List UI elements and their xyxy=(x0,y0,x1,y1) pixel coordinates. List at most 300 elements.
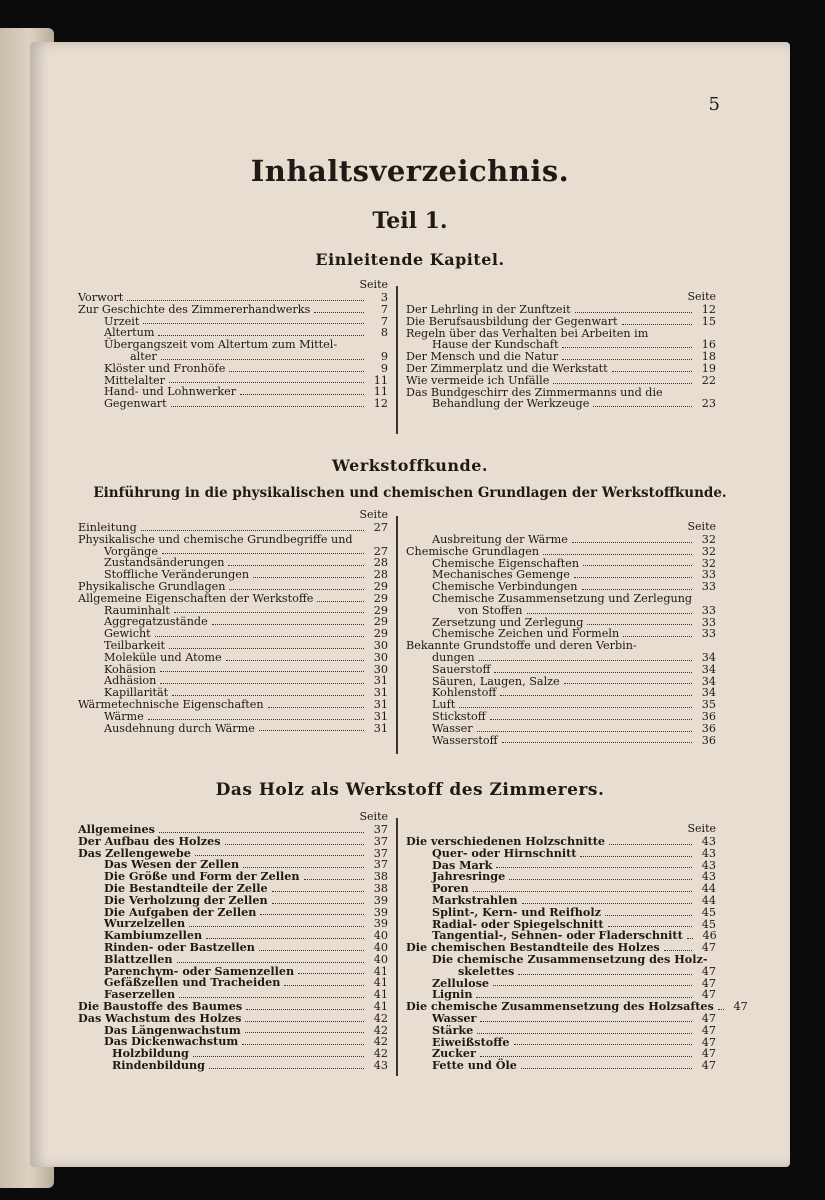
toc-entry-label: von Stoffen xyxy=(458,603,523,617)
toc-page-number: 42 xyxy=(373,1047,388,1061)
leader-dots xyxy=(206,938,364,939)
toc-page-number: 22 xyxy=(701,373,716,387)
leader-dots xyxy=(518,974,692,975)
toc-entry-label: Altertum xyxy=(104,326,155,340)
toc-page-number: 11 xyxy=(373,373,388,387)
toc-entry xyxy=(78,304,388,316)
toc-entry-first-line: Physikalische und chemische Grundbegriffe und xyxy=(78,532,353,546)
toc-entry-label: Blattzellen xyxy=(104,951,173,966)
toc-entry-label: Die Verholzung der Zellen xyxy=(104,892,268,907)
leader-dots xyxy=(521,1068,692,1069)
toc-entry-label: Radial- oder Spiegelschnitt xyxy=(432,916,604,931)
toc-entry-label: alter xyxy=(130,349,157,363)
toc-entry-first-line: Regeln über das Verhalten bei Arbeiten im xyxy=(406,326,649,340)
leader-dots xyxy=(148,719,364,720)
toc-entry-label: Kapillarität xyxy=(104,686,169,700)
toc-entry xyxy=(78,1057,388,1072)
leader-dots xyxy=(477,1033,692,1034)
toc-entry-label: Gegenwart xyxy=(104,397,167,411)
leader-dots xyxy=(527,613,693,614)
toc-entry-label: Das Wachstum des Holzes xyxy=(78,1010,242,1025)
toc-entry-first-line: Die chemische Zusammensetzung des Holz- xyxy=(432,951,708,966)
toc-page-number: 40 xyxy=(373,929,388,943)
leader-dots xyxy=(612,371,692,372)
toc-page-number: 34 xyxy=(701,674,716,688)
leader-dots xyxy=(160,671,364,672)
leader-dots xyxy=(564,683,692,684)
leader-dots xyxy=(587,624,692,625)
toc-page-number: 37 xyxy=(373,834,388,848)
toc-page-number: 29 xyxy=(373,603,388,617)
leader-dots xyxy=(161,359,364,360)
toc-entry xyxy=(406,375,716,387)
leader-dots xyxy=(477,731,692,732)
toc-entry-label: Ausbreitung der Wärme xyxy=(432,533,568,546)
toc-page-number: 8 xyxy=(380,326,388,340)
leader-dots xyxy=(473,891,692,892)
leader-dots xyxy=(155,636,364,637)
leader-dots xyxy=(572,542,692,543)
leader-dots xyxy=(480,1056,692,1057)
toc-page-number: 47 xyxy=(701,1059,716,1073)
leader-dots xyxy=(500,695,692,696)
leader-dots xyxy=(562,347,692,348)
toc-entry-label: Holzbildung xyxy=(112,1046,189,1061)
leader-dots xyxy=(493,985,692,986)
toc-entry xyxy=(78,398,388,410)
toc-entry-label: Wärmetechnische Eigenschaften xyxy=(78,697,264,711)
toc-page-number: 47 xyxy=(701,1011,716,1025)
toc-page-number: 43 xyxy=(373,1058,388,1072)
leader-dots xyxy=(476,997,692,998)
toc-page-number: 12 xyxy=(373,397,388,411)
toc-page-number: 36 xyxy=(701,709,716,723)
toc-column-right xyxy=(406,508,716,746)
toc-entry-label: Hand- und Lohnwerker xyxy=(104,385,237,399)
toc-entry-label: Wasser xyxy=(432,1010,477,1025)
leader-dots xyxy=(158,335,364,336)
toc-entry xyxy=(406,605,716,617)
toc-page-number: 19 xyxy=(701,361,716,375)
toc-page-number: 27 xyxy=(373,521,388,534)
toc-entry-label: Das Dickenwachstum xyxy=(104,1034,239,1049)
toc-page-number: 47 xyxy=(701,976,716,990)
toc-page-number: 30 xyxy=(373,638,388,652)
toc-entry xyxy=(406,398,716,410)
toc-page-number: 28 xyxy=(373,556,388,570)
toc-page-number: 38 xyxy=(373,870,388,884)
toc-page-number: 29 xyxy=(373,615,388,629)
leader-dots xyxy=(127,300,364,301)
leader-dots xyxy=(268,707,364,708)
leader-dots xyxy=(242,1044,364,1045)
toc-page-number: 43 xyxy=(701,835,716,848)
seite-label: Seite xyxy=(359,508,388,521)
leader-dots xyxy=(490,719,692,720)
toc-page-number: 29 xyxy=(373,591,388,605)
leader-dots xyxy=(543,554,692,555)
toc-entry-label: Splint-, Kern- und Reifholz xyxy=(432,904,601,919)
toc-entry-label: Zersetzung und Zerlegung xyxy=(432,615,584,629)
toc-entry xyxy=(78,363,388,375)
toc-entry-label: Wasser xyxy=(432,721,473,735)
section-heading-werkstoffkunde: Werkstoffkunde. xyxy=(332,456,488,475)
leader-dots xyxy=(260,914,364,915)
toc-page-number: 47 xyxy=(701,964,716,978)
leader-dots xyxy=(177,962,364,963)
leader-dots xyxy=(317,601,364,602)
part-heading: Teil 1. xyxy=(372,208,448,234)
toc-entry-label: Hause der Kundschaft xyxy=(432,338,559,352)
leader-dots xyxy=(160,683,364,684)
leader-dots xyxy=(664,950,692,951)
toc-page-number: 43 xyxy=(701,858,716,872)
seite-label: Seite xyxy=(687,520,716,533)
column-divider xyxy=(396,516,398,754)
toc-page-number: 18 xyxy=(701,350,716,364)
toc-page-number: 33 xyxy=(701,580,716,594)
toc-entry-label: Säuren, Laugen, Salze xyxy=(432,674,560,688)
leader-dots xyxy=(582,589,693,590)
toc-page-number: 32 xyxy=(701,544,716,558)
leader-dots xyxy=(718,1009,724,1010)
toc-page-number: 33 xyxy=(701,615,716,629)
leader-dots xyxy=(226,660,364,661)
leader-dots xyxy=(195,855,364,856)
toc-entry-label: Ausdehnung durch Wärme xyxy=(104,721,255,735)
leader-dots xyxy=(509,879,692,880)
toc-entry-label: Die Bestandteile der Zelle xyxy=(104,880,268,895)
toc-page-number: 42 xyxy=(373,1011,388,1025)
toc-entry xyxy=(406,652,716,664)
toc-page-number: 41 xyxy=(373,976,388,990)
toc-page-number: 28 xyxy=(373,568,388,582)
toc-entry-label: skelettes xyxy=(458,963,515,978)
leader-dots xyxy=(605,915,692,916)
toc-entry-label: Das Zellengewebe xyxy=(78,845,191,860)
toc-page-number: 3 xyxy=(380,291,388,304)
toc-page-number: 39 xyxy=(373,893,388,907)
toc-page-number: 47 xyxy=(701,1047,716,1061)
toc-page-number: 41 xyxy=(373,964,388,978)
toc-page-number: 47 xyxy=(701,941,716,955)
seite-label: Seite xyxy=(359,278,388,291)
toc-entry-label: Teilbarkeit xyxy=(104,638,166,652)
section-heading-holz-als-werkstoff: Das Holz als Werkstoff des Zimmerers. xyxy=(215,780,605,800)
toc-entry xyxy=(406,363,716,375)
toc-entry-first-line: Das Bundgeschirr des Zimmermanns und die xyxy=(406,385,663,399)
toc-page-number: 7 xyxy=(380,302,388,316)
toc-column-right xyxy=(406,810,748,1073)
toc-page-number: 42 xyxy=(373,1023,388,1037)
leader-dots xyxy=(212,624,364,625)
toc-page-number: 45 xyxy=(701,905,716,919)
toc-entry-label: Parenchym- oder Samenzellen xyxy=(104,963,295,978)
leader-dots xyxy=(575,312,692,313)
leader-dots xyxy=(240,394,364,395)
toc-entry xyxy=(78,640,388,652)
toc-entry-label: Stickstoff xyxy=(432,709,486,723)
toc-page-number: 43 xyxy=(701,846,716,860)
toc-entry xyxy=(406,711,716,723)
toc-entry-label: Der Aufbau des Holzes xyxy=(78,833,221,848)
toc-entry-label: Physikalische Grundlagen xyxy=(78,579,226,593)
toc-entry-label: Wurzelzellen xyxy=(104,916,186,931)
leader-dots xyxy=(298,973,364,974)
toc-entry-label: Die Aufgaben der Zellen xyxy=(104,904,257,919)
leader-dots xyxy=(687,938,693,939)
toc-entry xyxy=(78,581,388,593)
leader-dots xyxy=(583,565,692,566)
toc-page-number: 41 xyxy=(373,999,388,1013)
leader-dots xyxy=(623,636,692,637)
page-title: Inhaltsverzeichnis. xyxy=(250,154,570,188)
toc-entry xyxy=(406,664,716,676)
toc-entry-label: Die Größe und Form der Zellen xyxy=(104,869,300,884)
toc-entry xyxy=(78,711,388,723)
toc-entry-label: Rinden- oder Bastzellen xyxy=(104,939,255,954)
toc-entry-label: Fette und Öle xyxy=(432,1058,517,1073)
leader-dots xyxy=(272,891,364,892)
toc-page-number: 33 xyxy=(701,568,716,582)
toc-entry xyxy=(78,652,388,664)
toc-entry-label: Tangential-, Sehnen- oder Fladerschnitt xyxy=(432,928,683,943)
toc-entry xyxy=(78,593,388,605)
toc-page-number: 37 xyxy=(373,858,388,872)
seite-label: Seite xyxy=(359,810,388,823)
toc-page-number: 44 xyxy=(701,882,716,896)
toc-entry-label: Kohlenstoff xyxy=(432,686,497,700)
toc-page-number: 37 xyxy=(373,823,388,836)
toc-entry-label: Das Mark xyxy=(432,857,493,872)
toc-entry-label: Der Mensch und die Natur xyxy=(406,350,559,364)
toc-entry-label: Zucker xyxy=(432,1046,476,1061)
toc-page-number: 39 xyxy=(373,917,388,931)
toc-entry-label: Poren xyxy=(432,881,469,896)
leader-dots xyxy=(172,695,364,696)
toc-entry-first-line: Chemische Zusammensetzung und Zerlegung xyxy=(432,591,693,605)
toc-entry-label: Moleküle und Atome xyxy=(104,650,222,664)
leader-dots xyxy=(174,612,364,613)
toc-page-number: 34 xyxy=(701,662,716,676)
toc-page-number: 32 xyxy=(701,533,716,546)
toc-entry xyxy=(406,735,716,747)
toc-entry xyxy=(78,351,388,363)
leader-dots xyxy=(143,323,364,324)
toc-column-right xyxy=(406,278,716,410)
column-divider xyxy=(396,286,398,434)
toc-page-number: 33 xyxy=(701,627,716,641)
leader-dots xyxy=(553,383,692,384)
toc-entry-label: Faserzellen xyxy=(104,987,176,1002)
toc-page-number: 45 xyxy=(701,917,716,931)
leader-dots xyxy=(593,406,692,407)
toc-entry-label: Eiweißstoffe xyxy=(432,1034,510,1049)
leader-dots xyxy=(562,359,692,360)
toc-entry-label: Rindenbildung xyxy=(112,1057,205,1072)
leader-dots xyxy=(209,1068,364,1069)
toc-entry-label: Chemische Grundlagen xyxy=(406,544,540,558)
toc-page-number: 35 xyxy=(701,698,716,712)
leader-dots xyxy=(580,856,692,857)
leader-dots xyxy=(229,371,364,372)
toc-page-number: 40 xyxy=(373,940,388,954)
toc-page-number: 23 xyxy=(701,397,716,411)
toc-entry-label: Die chemischen Bestandteile des Holzes xyxy=(406,940,660,955)
toc-entry-label: Luft xyxy=(432,698,456,712)
toc-entry-first-line: Übergangszeit vom Altertum zum Mittel- xyxy=(104,338,338,352)
toc-page-number: 11 xyxy=(373,385,388,399)
leader-dots xyxy=(479,660,692,661)
toc-page-number: 30 xyxy=(373,662,388,676)
toc-entry-label: Stoffliche Veränderungen xyxy=(104,568,250,582)
leader-dots xyxy=(229,589,364,590)
leader-dots xyxy=(259,950,364,951)
toc-entry-label: Markstrahlen xyxy=(432,892,518,907)
toc-entry-label: Jahresringe xyxy=(432,869,506,884)
toc-entry-label: Die Baustoffe des Baumes xyxy=(78,998,243,1013)
toc-entry-label: Kohäsion xyxy=(104,662,156,676)
leader-dots xyxy=(259,730,364,731)
toc-entry-label: Stärke xyxy=(432,1022,474,1037)
toc-entry-label: Adhäsion xyxy=(104,674,157,688)
toc-page-number: 34 xyxy=(701,686,716,700)
leader-dots xyxy=(179,997,364,998)
toc-page-number: 15 xyxy=(701,314,716,328)
toc-page-number: 31 xyxy=(373,709,388,723)
toc-entry-label: Vorgänge xyxy=(104,544,158,558)
leader-dots xyxy=(243,867,364,868)
toc-entry-label: Das Längenwachstum xyxy=(104,1022,241,1037)
leader-dots xyxy=(253,577,364,578)
toc-entry-label: Die verschiedenen Holzschnitte xyxy=(406,834,606,848)
toc-page-number: 27 xyxy=(373,544,388,558)
leader-dots xyxy=(609,844,692,845)
toc-page-number: 47 xyxy=(701,1035,716,1049)
leader-dots xyxy=(622,324,692,325)
toc-page-number: 46 xyxy=(702,929,717,943)
column-divider xyxy=(396,818,398,1076)
toc-entry-label: Aggregatzustände xyxy=(104,615,208,629)
toc-entry-label: Rauminhalt xyxy=(104,603,170,617)
leader-dots xyxy=(494,672,692,673)
leader-dots xyxy=(459,707,692,708)
leader-dots xyxy=(304,879,364,880)
toc-page-number: 47 xyxy=(701,988,716,1002)
seite-label: Seite xyxy=(687,290,716,303)
toc-page-number: 31 xyxy=(373,674,388,688)
toc-entry-label: Chemische Verbindungen xyxy=(432,580,578,594)
toc-entry-label: Gewicht xyxy=(104,627,151,641)
leader-dots xyxy=(245,1021,364,1022)
toc-page-number: 9 xyxy=(380,349,388,363)
leader-dots xyxy=(169,382,364,383)
toc-entry-label: Lignin xyxy=(432,987,473,1002)
toc-page-number: 44 xyxy=(701,893,716,907)
toc-entry-label: Das Wesen der Zellen xyxy=(104,857,240,872)
toc-entry-label: Urzeit xyxy=(104,314,140,328)
toc-entry-label: Wasserstoff xyxy=(432,733,498,747)
toc-entry-label: Chemische Zeichen und Formeln xyxy=(432,627,620,641)
leader-dots xyxy=(284,985,364,986)
leader-dots xyxy=(246,1009,364,1010)
toc-column-left xyxy=(78,810,388,1072)
book-page xyxy=(30,42,790,1167)
leader-dots xyxy=(162,553,364,554)
toc-entry-label: Chemische Eigenschaften xyxy=(432,556,580,570)
leader-dots xyxy=(496,867,692,868)
toc-page-number: 36 xyxy=(701,733,716,747)
toc-page-number: 12 xyxy=(701,303,716,316)
toc-entry xyxy=(406,1060,716,1072)
toc-entry-label: Quer- oder Hirnschnitt xyxy=(432,845,577,860)
toc-entry xyxy=(406,316,716,328)
leader-dots xyxy=(245,1032,364,1033)
page-number: 5 xyxy=(708,94,720,115)
toc-entry-label: Zellulose xyxy=(432,975,490,990)
toc-entry-label: Sauerstoff xyxy=(432,662,491,676)
leader-dots xyxy=(502,742,692,743)
toc-page-number: 31 xyxy=(373,697,388,711)
toc-column-left xyxy=(78,508,388,734)
toc-page-number: 31 xyxy=(373,686,388,700)
toc-entry xyxy=(406,546,716,558)
leader-dots xyxy=(480,1021,692,1022)
toc-page-number: 32 xyxy=(701,556,716,570)
leader-dots xyxy=(189,926,364,927)
toc-entry-label: Wie vermeide ich Unfälle xyxy=(406,373,550,387)
toc-page-number: 33 xyxy=(701,603,716,617)
toc-entry-label: Der Zimmerplatz und die Werkstatt xyxy=(406,361,608,375)
toc-entry-label: Vorwort xyxy=(78,291,124,304)
leader-dots xyxy=(574,577,692,578)
toc-entry-label: dungen xyxy=(432,650,475,664)
toc-entry-label: Zur Geschichte des Zimmererhandwerks xyxy=(78,302,311,316)
toc-page-number: 43 xyxy=(701,870,716,884)
toc-page-number: 36 xyxy=(701,721,716,735)
leader-dots xyxy=(141,530,364,531)
toc-entry xyxy=(78,699,388,711)
toc-entry xyxy=(78,723,388,735)
leader-dots xyxy=(171,406,364,407)
leader-dots xyxy=(159,832,364,833)
leader-dots xyxy=(272,903,364,904)
toc-page-number: 38 xyxy=(373,881,388,895)
leader-dots xyxy=(522,903,692,904)
toc-page-number: 41 xyxy=(373,988,388,1002)
toc-column-left xyxy=(78,278,388,410)
toc-page-number: 30 xyxy=(373,650,388,664)
leader-dots xyxy=(228,565,364,566)
toc-page-number: 47 xyxy=(701,1023,716,1037)
leader-dots xyxy=(608,926,692,927)
toc-entry-label: Mittelalter xyxy=(104,373,165,387)
leader-dots xyxy=(225,844,364,845)
toc-entry-label: Klöster und Fronhöfe xyxy=(104,361,226,375)
toc-page-number: 29 xyxy=(373,627,388,641)
toc-entry-label: Allgemeines xyxy=(78,822,155,836)
toc-page-number: 37 xyxy=(373,846,388,860)
section-heading-einleitende-kapitel: Einleitende Kapitel. xyxy=(315,250,505,269)
toc-page-number: 29 xyxy=(373,579,388,593)
section-subheading: Einführung in die physikalischen und chemischen Grundlagen der Werkstoffkunde. xyxy=(93,485,727,501)
toc-entry xyxy=(406,723,716,735)
toc-entry-label: Gefäßzellen und Tracheiden xyxy=(104,975,281,990)
toc-page-number: 16 xyxy=(701,338,716,352)
toc-entry-label: Zustandsänderungen xyxy=(104,556,225,570)
toc-page-number: 34 xyxy=(701,650,716,664)
leader-dots xyxy=(193,1056,364,1057)
